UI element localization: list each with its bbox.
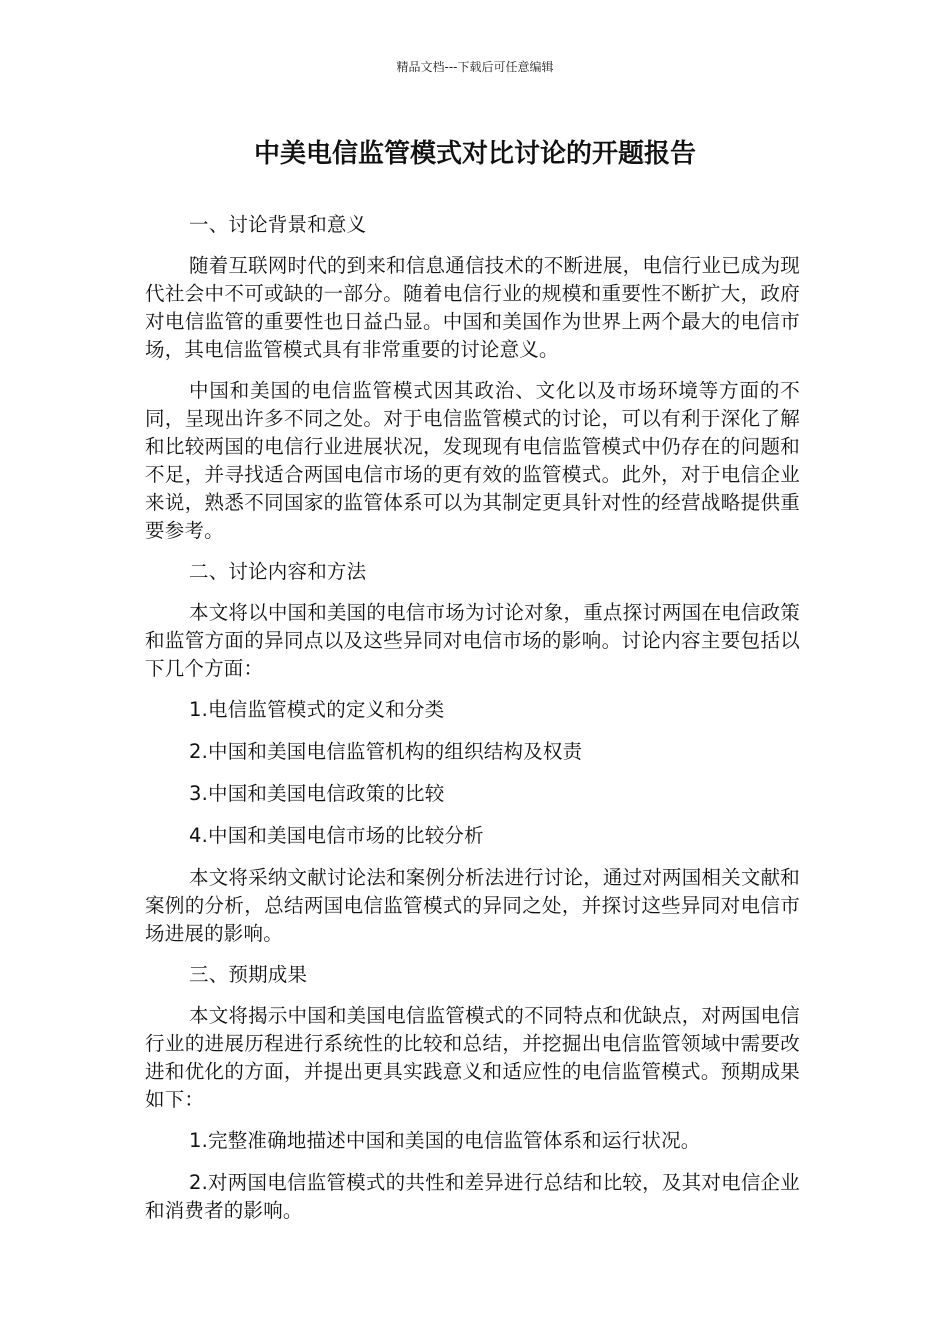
paragraph-expected-results: 本文将揭示中国和美国电信监管模式的不同特点和优缺点，对两国电信行业的进展历程进行系统性的比较和总结，并挖掘出电信监管领域中需要改进和优化的方面，并提出更具实践意义和适应性的电信监管模式。预期成果如下：	[145, 1004, 800, 1111]
list-item: 3.中国和美国电信政策的比较	[189, 782, 445, 805]
list-item: 4.中国和美国电信市场的比较分析	[189, 824, 484, 847]
document-title: 中美电信监管模式对比讨论的开题报告	[253, 139, 696, 169]
list-item: 2.对两国电信监管模式的共性和差异进行总结和比较，及其对电信企业和消费者的影响。	[145, 1171, 800, 1222]
section-heading-expected-results: 三、预期成果	[189, 963, 308, 986]
paragraph-background-2: 中国和美国的电信监管模式因其政治、文化以及市场环境等方面的不同，呈现出许多不同之处。对于电信监管模式的讨论，可以有利于深化了解和比较两国的电信行业进展状况，发现现有电信监管模式中仍存在的问题和不足，并寻找适合两国电信市场的更有效的监管模式。此外，对于电信企业来说，熟悉不同国家的监管体系可以为其制定更具针对性的经营战略提供重要参考。	[145, 379, 800, 542]
paragraph-content-intro: 本文将以中国和美国的电信市场为讨论对象，重点探讨两国在电信政策和监管方面的异同点以及这些异同对电信市场的影响。讨论内容主要包括以下几个方面：	[145, 601, 800, 680]
page-header: 精品文档---下载后可任意编辑	[396, 60, 554, 74]
document-body	[145, 211, 800, 1239]
list-item: 2.中国和美国电信监管机构的组织结构及权责	[189, 740, 583, 763]
paragraph-methods: 本文将采纳文献讨论法和案例分析法进行讨论，通过对两国相关文献和案例的分析，总结两国电信监管模式的异同之处，并探讨这些异同对电信市场进展的影响。	[145, 866, 800, 945]
section-heading-background: 一、讨论背景和意义	[189, 213, 367, 236]
list-item: 1.电信监管模式的定义和分类	[189, 698, 445, 721]
paragraph-background-1: 随着互联网时代的到来和信息通信技术的不断进展，电信行业已成为现代社会中不可或缺的一部分。随着电信行业的规模和重要性不断扩大，政府对电信监管的重要性也日益凸显。中国和美国作为世界上两个最大的电信市场，其电信监管模式具有非常重要的讨论意义。	[145, 254, 800, 361]
section-heading-content-methods: 二、讨论内容和方法	[189, 560, 367, 583]
list-item: 1.完整准确地描述中国和美国的电信监管体系和运行状况。	[189, 1129, 701, 1152]
